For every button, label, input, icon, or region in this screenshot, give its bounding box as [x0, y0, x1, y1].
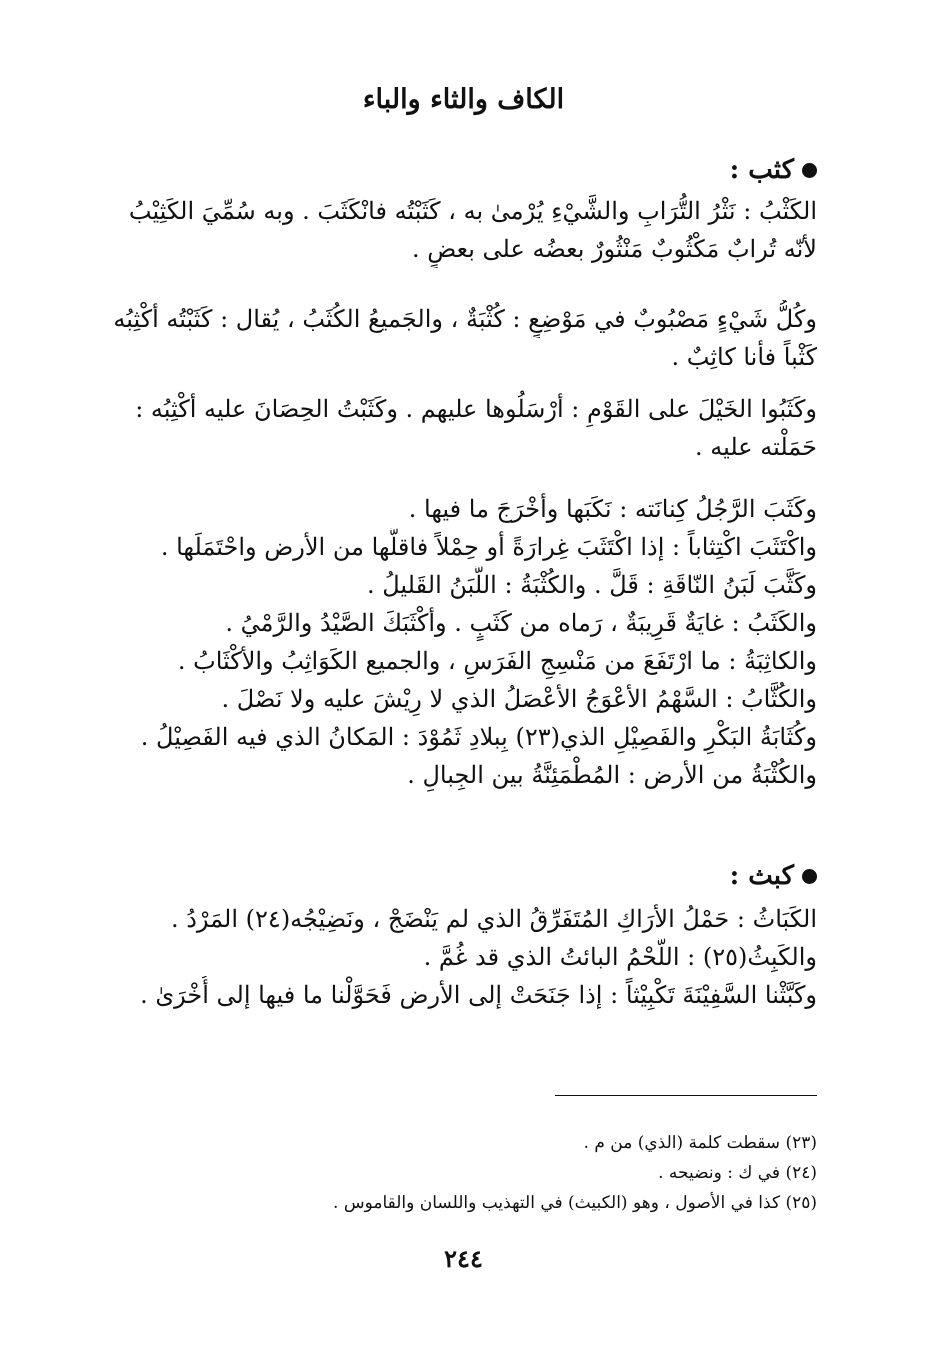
text-line: وكَثَّبَ لَبَنُ النّاقَةِ : قَلَّ . والكُثْبَةُ : اللَّبَنُ القَليلُ .	[367, 571, 817, 599]
text-line: والكُثْبَةُ من الأرض : المُطْمَئِنَّةُ بين الجِبالِ .	[407, 761, 817, 789]
text-line: لأنّه تُرابٌ مَكْثُوبٌ مَنْثُورٌ بعضُه على بعضٍ .	[412, 235, 817, 263]
text-line: والكاثِبَةُ : ما ارْتَفَعَ من مَنْسِجِ الفَرَسِ ، والجميع الكَوَاثِبُ والأكْثَابُ .	[177, 647, 817, 675]
paragraph	[95, 390, 817, 466]
page-number: ٢٤٤	[444, 1244, 483, 1273]
text-line: الكَثْبُ : نَثْرُ التُّرَابِ والشَّيْءِ يُرْمىٰ به ، كَثَبْتُه فانْكَثَبَ . وبه سُمِّيَ الكَثِيْبُ	[128, 197, 817, 225]
paragraph	[95, 192, 817, 268]
text-line: حَمَلْته عليه .	[694, 433, 817, 461]
footnote: (٢٥) كذا في الأصول ، وهو (الكبيث) في التهذيب واللسان والقاموس .	[333, 1193, 817, 1213]
text-line: والكَبِثُ(٢٥) : اللَّحْمُ البائتُ الذي قد غُمَّ .	[423, 943, 817, 971]
entry-kathab	[95, 150, 817, 190]
text-line: والكُثَّابُ : السَّهْمُ الأعْوَجُ الأعْصَلُ الذي لا رِيْشَ عليه ولا نَصْلَ .	[221, 685, 817, 713]
footnotes	[95, 1128, 817, 1218]
text-line: وكُلُّ شَيْءٍ مَصْبُوبٌ في مَوْضِعٍ : كُثْبَةٌ ، والجَميعُ الكُثَبُ ، يُقال : كَثَبْتُه أكْثِبُه	[113, 305, 817, 333]
bullet-icon	[802, 163, 817, 178]
text-line: وكُثَابَةُ البَكْرِ والفَصِيْلِ الذي(٢٣) بِبلادِ ثَمُوْدَ : المَكانُ الذي فيه الفَصِيْلُ .	[140, 723, 817, 751]
footnote: (٢٣) سقطت كلمة (الذي) من م .	[583, 1133, 817, 1153]
entry-kabath	[95, 856, 817, 896]
bullet-icon	[802, 869, 817, 884]
text-line: والكَثَبُ : غايَةٌ قَرِيبَةٌ ، رَماه من كَثَبٍ . وأكْثَبَكَ الصَّيْدُ والرَّمْيُ .	[225, 609, 817, 637]
text-line: واكْتَثَبَ اكْتِثاباً : إذا اكْتَثَبَ غِرارَةً أو حِمْلاً فاقلَّها من الأرض واحْتَمَلَها .	[160, 533, 817, 561]
footnote: (٢٤) في ك : ونضيحه .	[658, 1163, 817, 1183]
paragraph	[95, 490, 817, 794]
text-line: الكَبَاثُ : حَمْلُ الأرَاكِ المُتَفَرِّقُ الذي لم يَنْضَجْ ، ونَضِيْجُه(٢٤) المَرْدُ .	[170, 905, 817, 933]
entry-heading: كثب :	[95, 150, 817, 190]
paragraph	[95, 300, 817, 376]
footnote-divider	[555, 1095, 817, 1096]
text-line: وكَبَّثْنا السَّفِيْنَةَ تَكْبِيْثاً : إذا جَنَحَتْ إلى الأرض فَحَوَّلْنا ما فيها إلى أُخْرَىٰ .	[140, 981, 817, 1009]
page-title: الكاف والثاء والباء	[362, 84, 565, 115]
entry-heading: كبث :	[95, 856, 817, 896]
text-line: كَثْباً فأنا كاثِبٌ .	[671, 343, 817, 371]
text-line: وكَثَبُوا الخَيْلَ على القَوْمِ : أرْسَلُوها عليهم . وكَثَبْتُ الحِصَانَ عليه أكْثِبُه :	[135, 395, 817, 423]
paragraph	[95, 900, 817, 1014]
text-line: وكَثَبَ الرَّجُلُ كِنانَته : نَكَبَها وأخْرَجَ ما فيها .	[408, 495, 817, 523]
